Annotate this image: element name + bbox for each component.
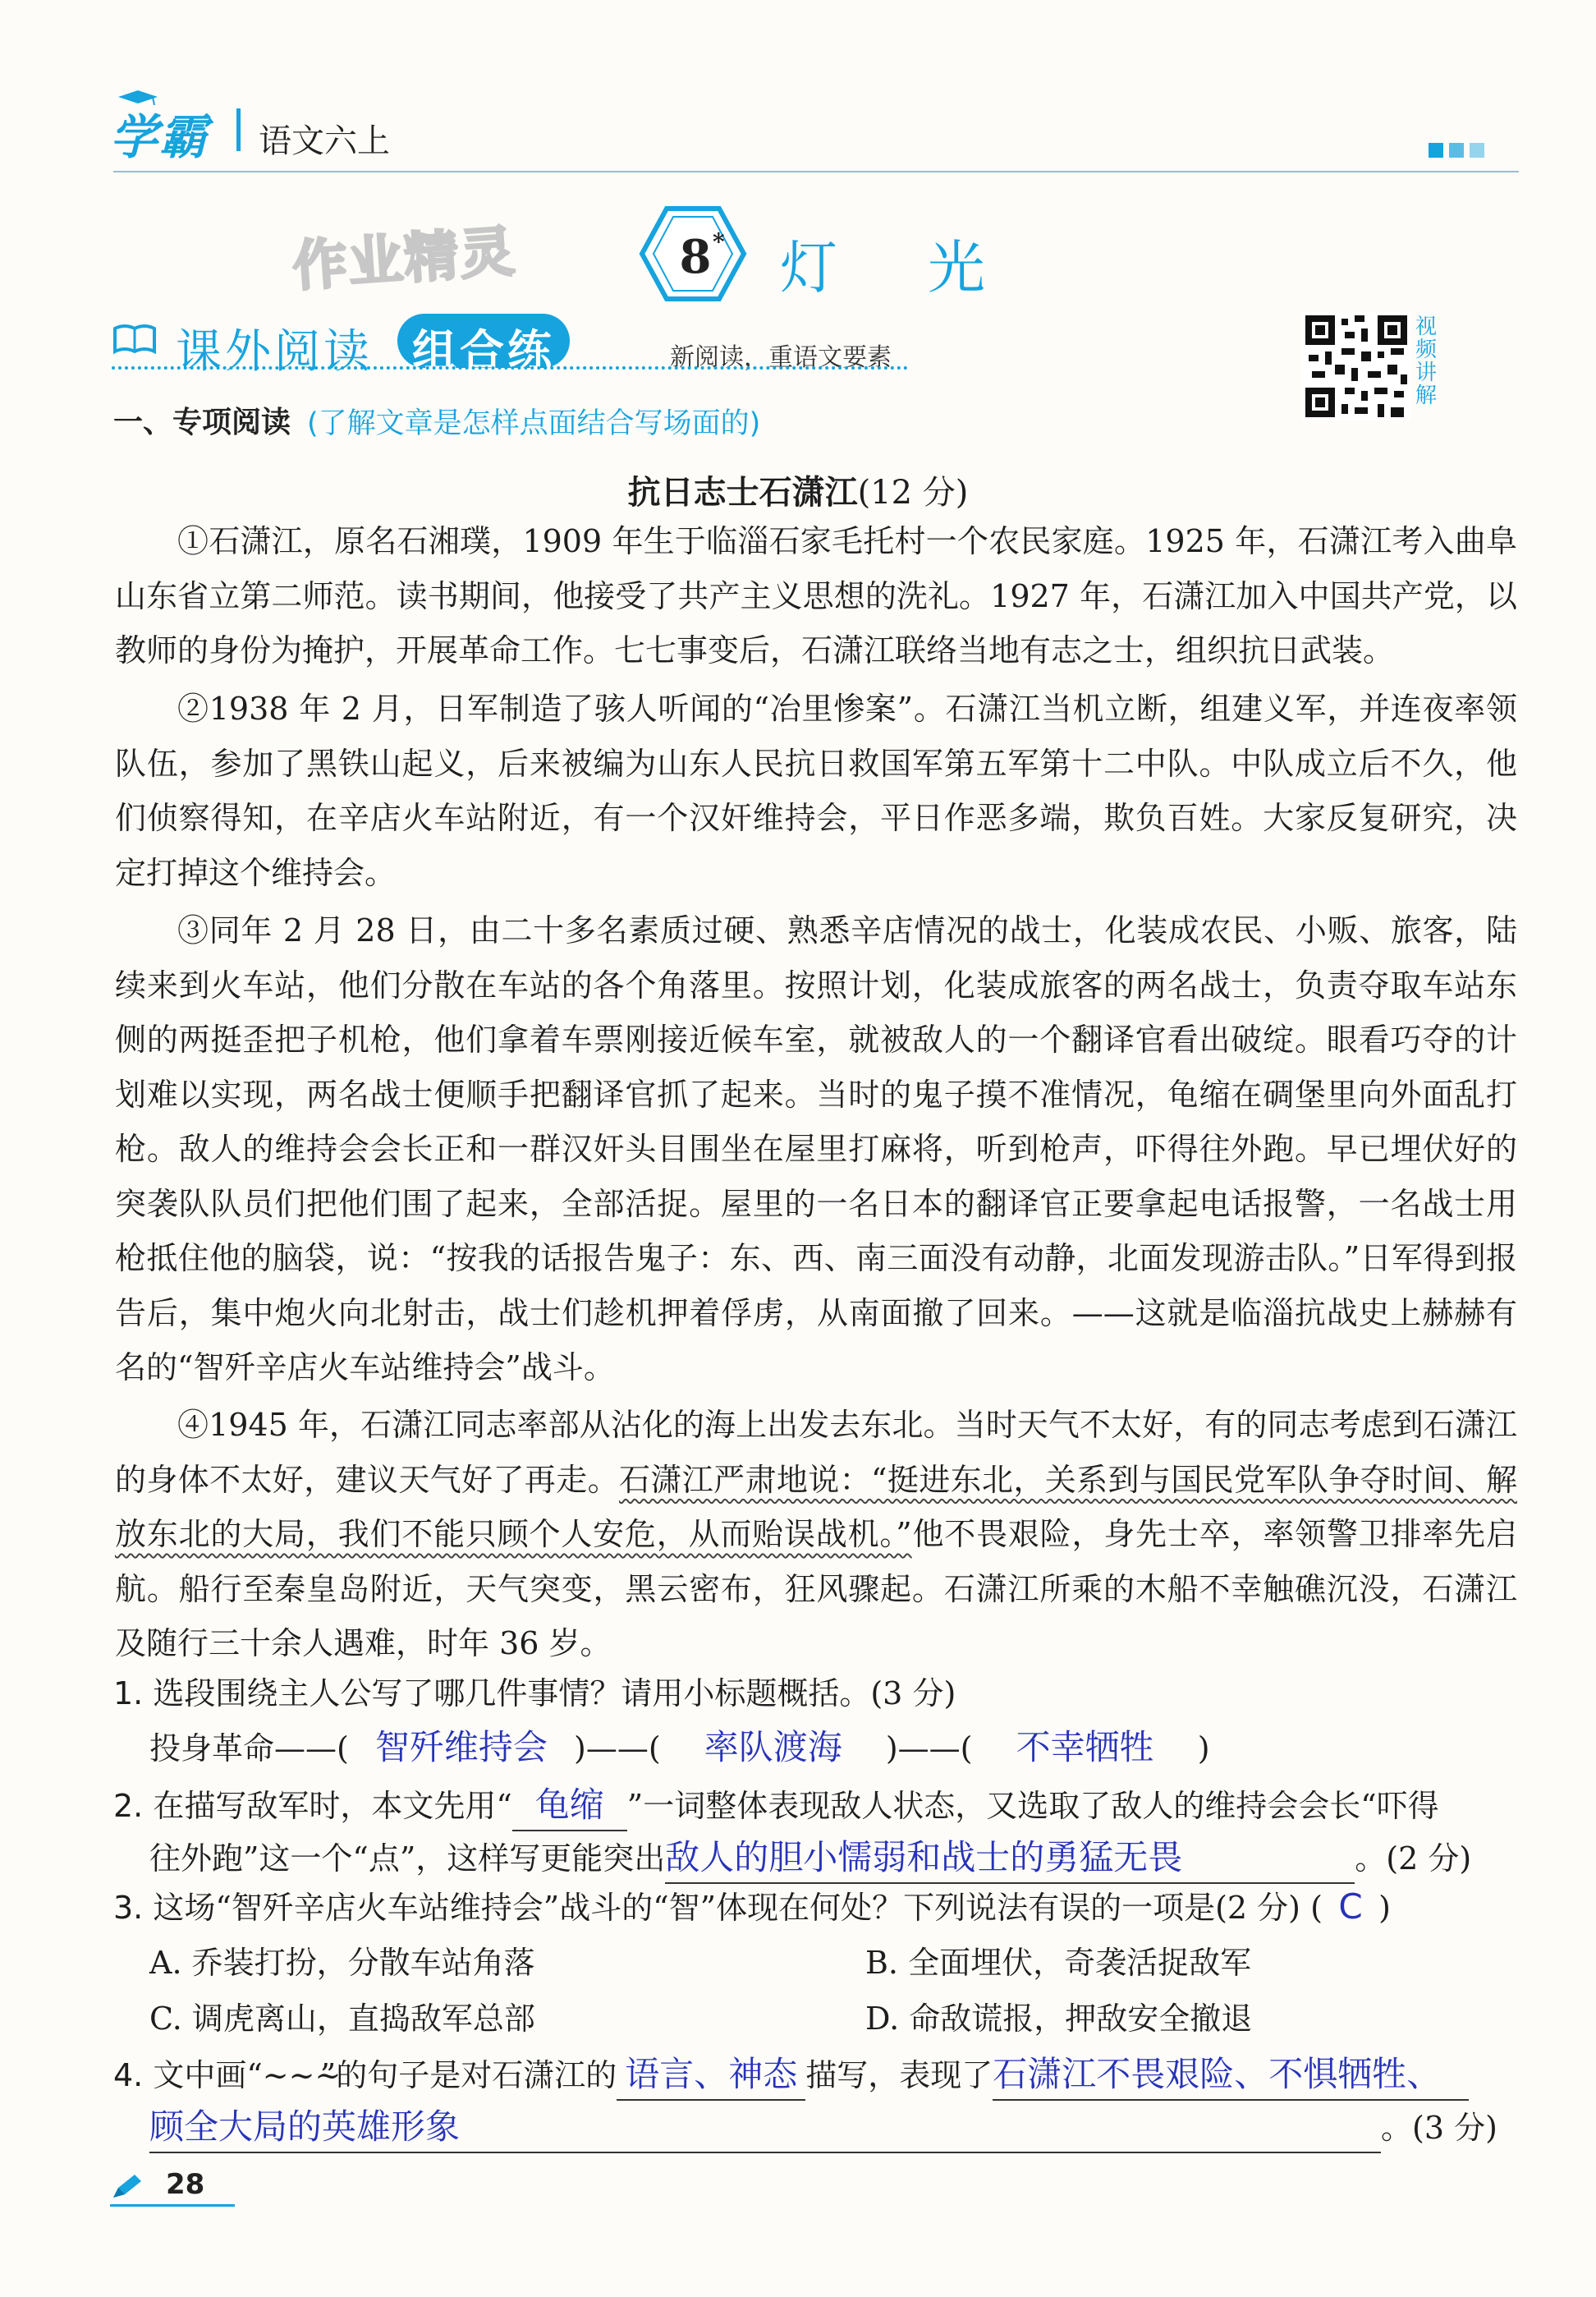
answer-separator: )——( — [574, 1730, 661, 1766]
section-subtitle: 新阅读，重语文要素 — [670, 343, 892, 372]
question-number: 2. — [113, 1788, 144, 1824]
question-number: 4. — [113, 2057, 144, 2093]
lesson-star: * — [713, 228, 725, 255]
answer-blank-2[interactable]: 率队渡海 — [704, 1727, 842, 1767]
article-paragraph — [115, 1398, 1517, 1671]
question-number: 1. — [113, 1675, 144, 1711]
pencil-icon — [110, 2173, 143, 2201]
watermark: 作业精灵 — [291, 219, 518, 299]
section-badge: 组合练 — [412, 325, 555, 377]
question-text: 文中画“ — [153, 2057, 263, 2093]
question-2 — [113, 1780, 1519, 1831]
article-paragraph: ②1938 年 2 月，日军制造了骇人听闻的“冶里惨案”。石潇江当机立断，组建义军，并连夜率领队伍，参加了黑铁山起义，后来被编为山东人民抗日救国军第五军第十二中队。中队成立后不久，他们侦察得知，在辛店火车站附近，有一个汉奸维持会，平日作恶多端，欺负百姓。大家反复研究，决定打掉这个维持会。 — [115, 691, 1517, 891]
answer-blank-3[interactable]: 不幸牺牲 — [1016, 1727, 1154, 1767]
open-book-icon — [112, 322, 158, 355]
section-title: 课外阅读 — [176, 325, 373, 379]
section-underline — [112, 366, 908, 370]
answer-blank[interactable]: 敌人的胆小懦弱和战士的勇猛无畏 — [665, 1833, 1355, 1884]
question-2-line-2 — [149, 1833, 1519, 1884]
option-c[interactable]: C. 调虎离山，直捣敌军总部 — [149, 2001, 535, 2037]
header-divider — [113, 171, 1519, 172]
article-score: (12 分) — [857, 474, 969, 512]
option-d[interactable]: D. 命敌谎报，押敌安全撤退 — [865, 2001, 1253, 2037]
qr-label: 视频讲解 — [1415, 315, 1438, 408]
question-1-answer-line — [149, 1723, 1463, 1773]
wavy-underlined-sentence: 石潇江严肃地说：“挺进东北，关系到与国民党军队争夺时间、解放东北的大局，我们不能只顾个人安危，从而贻误战机。” — [115, 1461, 1517, 1552]
question-text: 。(2 分) — [1355, 1840, 1472, 1877]
question-text: ”一词整体表现敌人状态，又选取了敌人的维持会会长“吓得 — [626, 1788, 1439, 1824]
answer-blank[interactable]: 顾全大局的英雄形象 — [149, 2102, 1381, 2153]
qr-code-icon[interactable] — [1302, 312, 1410, 420]
answer-prefix: 投身革命——( — [149, 1730, 349, 1766]
answer-suffix: ) — [1197, 1730, 1210, 1766]
lesson-title: 灯光 — [780, 234, 1075, 301]
answer-separator: )——( — [885, 1730, 973, 1766]
answer-blank[interactable]: 龟缩 — [512, 1780, 627, 1831]
answer-paren-open: ( — [1310, 1890, 1323, 1926]
page-header — [0, 0, 1596, 181]
option-a[interactable]: A. 乔装打扮，分散车站角落 — [149, 1945, 535, 1981]
brand-logo: 学霸 — [110, 109, 209, 165]
header-decoration — [1429, 143, 1490, 161]
lesson-number: 8 — [679, 230, 712, 284]
question-text: 往外跑”这一个“点”，这样写更能突出 — [149, 1840, 666, 1877]
option-b[interactable]: B. 全面埋伏，奇袭活捉敌军 — [865, 1945, 1252, 1981]
question-1 — [113, 1669, 1519, 1718]
book-title: 语文六上 — [259, 122, 390, 160]
question-text: 选段围绕主人公写了哪几件事情？请用小标题概括。(3 分) — [153, 1675, 956, 1711]
answer-blank-1[interactable]: 智歼维持会 — [374, 1727, 548, 1767]
article-title — [0, 466, 1596, 513]
paragraph-text: 他不畏艰险，身先士卒，率领警卫排率先启航。船行至秦皇岛附近，天气突变，黑云密布，狂风骤起。石潇江所乘的木船不幸触礁沉没，石潇江及随行三十余人遇难，时年 36 岁。 — [115, 1516, 1517, 1661]
part-hint: (了解文章是怎样点面结合写场面的) — [307, 407, 761, 440]
question-3 — [113, 1882, 1519, 1932]
answer-choice[interactable]: C — [1338, 1886, 1363, 1927]
article-paragraph: ③同年 2 月 28 日，由二十多名素质过硬、熟悉辛店情况的战士，化装成农民、小贩、旅客，陆续来到火车站，他们分散在车站的各个角落里。按照计划，化装成旅客的两名战士，负责夺取车站东侧的两挺歪把子机枪，他们拿着车票刚接近候车室，就被敌人的一个翻译官看出破绽。眼看巧夺的计划难以实现，两名战士便顺手把翻译官抓了起来。当时的鬼子摸不准情况，龟缩在碉堡里向外面乱打枪。敌人的维持会会长正和一群汉奸头目围坐在屋里打麻将，听到枪声，吓得往外跑。早已埋伏好的突袭队队员们把他们围了起来，全部活捉。屋里的一名日本的翻译官正要拿起电话报警，一名战士用枪抵住他的脑袋，说：“按我的话报告鬼子：东、西、南三面没有动静，北面发现游击队。”日军得到报告后，集中炮火向北射击，战士们趁机押着俘虏，从南面撤了回来。——这就是临淄抗战史上赫赫有名的“智歼辛店火车站维持会”战斗。 — [115, 912, 1517, 1385]
answer-paren-close: ) — [1378, 1890, 1391, 1926]
article-title-text: 抗日志士石潇江 — [627, 473, 858, 512]
page-number: 28 — [166, 2168, 205, 2201]
question-text: 。(3 分) — [1381, 2110, 1497, 2146]
answer-blank[interactable]: 石潇江不畏艰险、不惧牺牲、 — [993, 2050, 1469, 2101]
question-number: 3. — [113, 1890, 144, 1926]
question-text: 在描写敌军时，本文先用“ — [153, 1788, 512, 1824]
question-4-line-2 — [149, 2102, 1519, 2153]
paragraph-text: ④1945 年，石潇江同志率部从沾化的海上出发去东北。当时天气不太好，有的同志考虑到石潇江的身体不太好，建议天气好了再走。 — [115, 1407, 1517, 1498]
question-text: 这场“智歼辛店火车站维持会”战斗的“智”体现在何处？下列说法有误的一项是(2 分) — [153, 1890, 1300, 1926]
footer-divider — [110, 2204, 235, 2207]
question-text: ”的句子是对石潇江的 — [319, 2057, 617, 2093]
answer-blank[interactable]: 语言、神态 — [617, 2050, 805, 2101]
logo-divider — [236, 108, 241, 151]
part-heading: 一、专项阅读 — [113, 406, 291, 439]
question-4 — [113, 2050, 1519, 2101]
question-text: 描写，表现了 — [805, 2057, 993, 2093]
wave-mark: ~~~ — [262, 2057, 342, 2093]
article-paragraph: ①石潇江，原名石湘璞，1909 年生于临淄石家毛托村一个农民家庭。1925 年，石潇江考入曲阜山东省立第二师范。读书期间，他接受了共产主义思想的洗礼。1927 年，石潇江加入中国共产党，以教师的身份为掩护，开展革命工作。七七事变后，石潇江联络当地有志之士，组织抗日武装。 — [115, 523, 1517, 668]
